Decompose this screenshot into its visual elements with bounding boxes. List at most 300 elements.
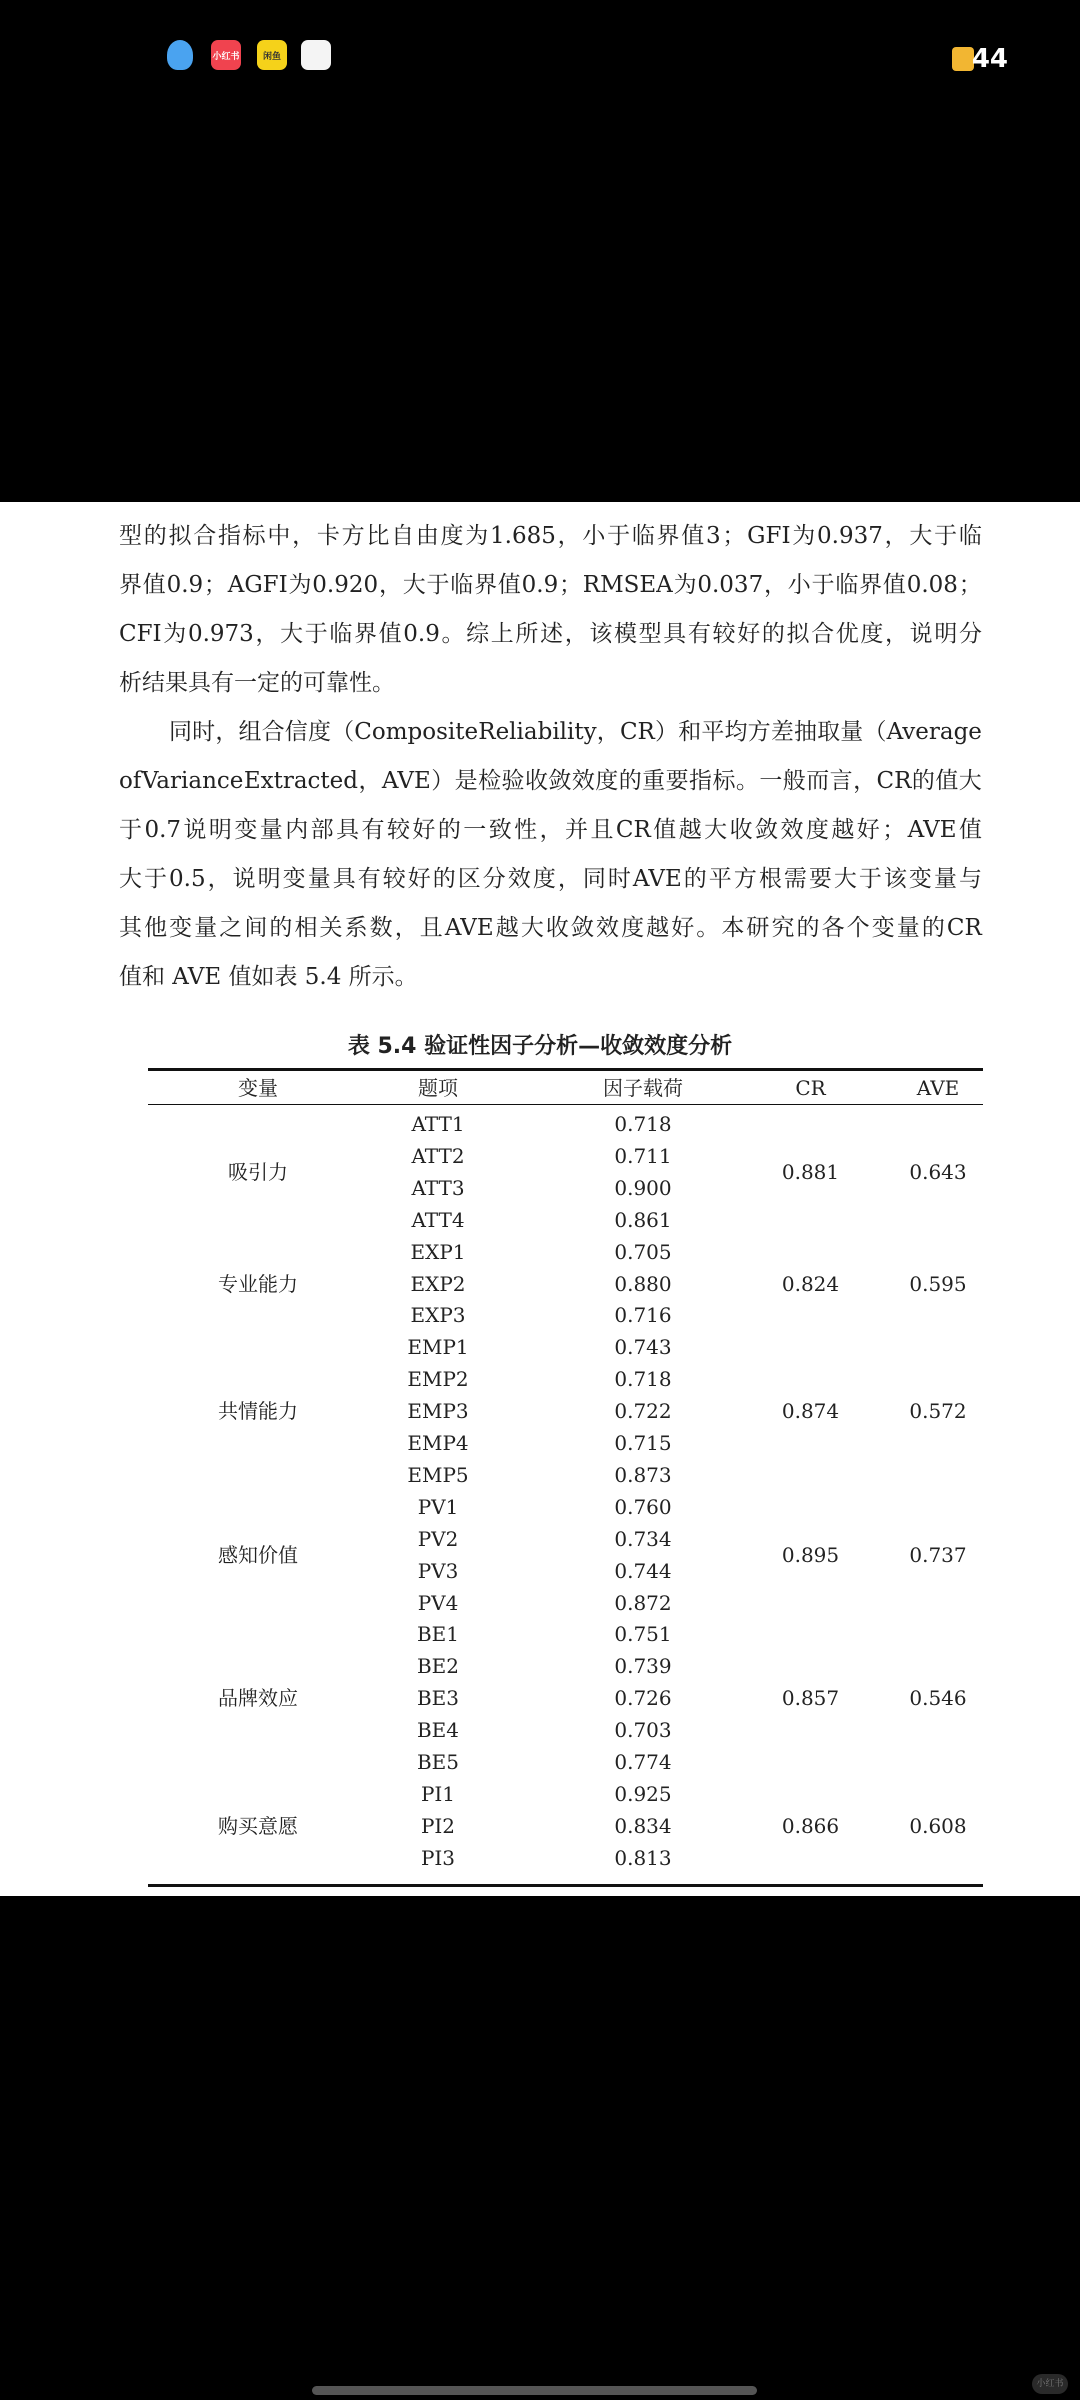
text-token: 为 bbox=[288, 572, 312, 598]
battery-indicator bbox=[952, 44, 1008, 74]
text-token: 敛 bbox=[755, 817, 778, 843]
paragraph-line bbox=[119, 757, 982, 806]
table-cell-loading: 0.726 bbox=[614, 1686, 672, 1711]
text-token: 上 bbox=[490, 621, 514, 647]
text-token: 同 bbox=[582, 866, 606, 892]
table-cell-loading: 0.716 bbox=[614, 1303, 672, 1328]
paragraph-fit-indices bbox=[119, 512, 982, 708]
text-token: 明 bbox=[257, 866, 281, 892]
paragraph-line bbox=[119, 708, 982, 757]
text-token: 值 bbox=[497, 572, 521, 598]
table-cell-ave: 0.737 bbox=[909, 1542, 967, 1567]
table-cell-variable: 购买意愿 bbox=[218, 1813, 298, 1838]
table-cell-item: PI3 bbox=[420, 1845, 456, 1870]
table-cell-cr: 0.874 bbox=[781, 1399, 840, 1424]
text-token: 。 bbox=[735, 768, 759, 794]
home-indicator[interactable] bbox=[312, 2386, 757, 2395]
text-token: 分 bbox=[958, 621, 982, 647]
text-token: 临 bbox=[958, 523, 982, 549]
text-token: 0.937 bbox=[817, 523, 883, 549]
text-token: 0.9 bbox=[403, 621, 440, 647]
text-token: 敛 bbox=[548, 768, 572, 794]
text-token: 中 bbox=[267, 523, 291, 549]
text-token: 时 bbox=[192, 719, 216, 745]
text-token: ， bbox=[207, 866, 231, 892]
table-cell-variable: 吸引力 bbox=[228, 1159, 288, 1184]
text-token: ； bbox=[203, 572, 227, 598]
text-token: 小 bbox=[582, 523, 606, 549]
text-token: 度 bbox=[860, 621, 884, 647]
text-token: 综 bbox=[466, 621, 490, 647]
table-cell-loading: 0.744 bbox=[614, 1558, 672, 1583]
text-token: （ bbox=[863, 719, 887, 745]
text-token: 越 bbox=[646, 915, 670, 941]
text-token: 度 bbox=[621, 915, 645, 941]
table-cell-loading: 0.711 bbox=[614, 1143, 672, 1168]
text-token: 平 bbox=[708, 866, 732, 892]
text-token: （ bbox=[331, 719, 355, 745]
text-token: 是 bbox=[454, 768, 478, 794]
text-token: 拟 bbox=[168, 523, 192, 549]
text-token: 0.9 bbox=[166, 572, 204, 598]
text-token: 般 bbox=[782, 768, 806, 794]
text-token: 的 bbox=[437, 817, 461, 843]
text-token: 变 bbox=[908, 866, 932, 892]
text-token: 大 bbox=[280, 621, 304, 647]
text-token: 验 bbox=[501, 768, 525, 794]
text-token: AVE bbox=[632, 866, 682, 892]
text-token: 大 bbox=[833, 866, 857, 892]
text-token: 具 bbox=[336, 817, 360, 843]
text-token: 明 bbox=[208, 817, 232, 843]
text-token: 本 bbox=[721, 915, 745, 941]
table-cell-item: ATT2 bbox=[411, 1143, 465, 1168]
text-token: 型 bbox=[638, 621, 662, 647]
text-token: 于 bbox=[934, 523, 958, 549]
table-cell-item: BE4 bbox=[416, 1718, 460, 1743]
table-cell-loading: 0.900 bbox=[614, 1175, 672, 1200]
paragraph-line bbox=[119, 561, 982, 610]
text-token: 拟 bbox=[786, 621, 810, 647]
text-token: 好 bbox=[407, 866, 431, 892]
text-token: 量 bbox=[194, 915, 218, 941]
text-token: 说 bbox=[909, 621, 933, 647]
text-token: 于 bbox=[811, 572, 835, 598]
text-token: 效 bbox=[507, 866, 531, 892]
text-token: 检 bbox=[478, 768, 502, 794]
text-token: 0.973 bbox=[187, 621, 254, 647]
text-token: 大 bbox=[704, 817, 728, 843]
text-token: 临 bbox=[835, 572, 859, 598]
text-token: 于 bbox=[304, 621, 328, 647]
table-cell-item: BE3 bbox=[416, 1686, 460, 1711]
text-token: ， bbox=[853, 768, 877, 794]
text-token: 值 bbox=[958, 817, 982, 843]
text-token: ， bbox=[557, 866, 581, 892]
text-token: ， bbox=[564, 621, 588, 647]
text-token: 效 bbox=[571, 768, 595, 794]
text-token: 比 bbox=[366, 523, 390, 549]
text-token: 界 bbox=[474, 572, 498, 598]
text-token: Average bbox=[886, 719, 982, 745]
text-token: 越 bbox=[495, 915, 519, 941]
text-token: 重 bbox=[642, 768, 666, 794]
text-token: 的 bbox=[618, 768, 642, 794]
text-token: 所 bbox=[515, 621, 539, 647]
text-token: 于 bbox=[426, 572, 450, 598]
text-token: 性 bbox=[514, 817, 538, 843]
text-token: 于 bbox=[119, 817, 142, 843]
table-cell-item: EXP1 bbox=[410, 1239, 466, 1264]
paragraph-line bbox=[119, 610, 982, 659]
table-cell-loading: 0.705 bbox=[614, 1239, 672, 1264]
text-token: 有 bbox=[361, 817, 385, 843]
text-token: AVE bbox=[381, 768, 431, 794]
text-token: ， bbox=[764, 572, 787, 598]
qq-icon bbox=[167, 40, 193, 70]
text-token: 取 bbox=[817, 719, 841, 745]
text-token: 为 bbox=[163, 621, 187, 647]
paragraph-line bbox=[119, 904, 982, 953]
table-cell-loading: 0.718 bbox=[614, 1367, 672, 1392]
text-token: 好 bbox=[412, 817, 436, 843]
table-cell-ave: 0.643 bbox=[909, 1159, 967, 1184]
text-token: 0.5 bbox=[169, 866, 206, 892]
table-cell-item: ATT1 bbox=[411, 1112, 465, 1136]
text-token: 的 bbox=[921, 915, 945, 941]
text-token: 变 bbox=[282, 866, 306, 892]
text-token: 0.08 bbox=[906, 572, 958, 598]
text-token: 信 bbox=[284, 719, 308, 745]
table-cell-loading: 0.813 bbox=[614, 1845, 672, 1870]
text-token: 抽 bbox=[793, 719, 817, 745]
text-token: 要 bbox=[665, 768, 689, 794]
text-token: 合 bbox=[261, 719, 285, 745]
text-token: 一 bbox=[463, 817, 487, 843]
paragraph-line bbox=[119, 806, 982, 855]
table-header-cell: 因子载荷 bbox=[603, 1076, 683, 1100]
battery-level: 44 bbox=[971, 44, 1008, 74]
text-token: 界 bbox=[656, 523, 680, 549]
text-token: 标 bbox=[712, 768, 736, 794]
text-token: 度 bbox=[532, 866, 556, 892]
text-token: 方 bbox=[747, 719, 771, 745]
text-token: AGFI bbox=[227, 572, 288, 598]
text-token: 界 bbox=[859, 572, 883, 598]
table-cell-loading: 0.718 bbox=[614, 1112, 672, 1136]
text-token: 好 bbox=[737, 621, 761, 647]
text-token: 标 bbox=[242, 523, 266, 549]
text-token: 量 bbox=[933, 866, 957, 892]
table-cell-ave: 0.608 bbox=[909, 1813, 967, 1838]
text-token: AVE bbox=[907, 817, 957, 843]
text-token: 合 bbox=[193, 523, 217, 549]
text-token: ， bbox=[255, 621, 279, 647]
text-token: 均 bbox=[724, 719, 748, 745]
text-token: 同 bbox=[169, 719, 192, 745]
table-cell-loading: 0.861 bbox=[614, 1207, 672, 1232]
paragraph-convergent-validity bbox=[119, 708, 982, 1002]
table-cell-item: PV3 bbox=[417, 1558, 459, 1583]
text-token: Composite bbox=[354, 719, 479, 745]
text-token: 区 bbox=[457, 866, 481, 892]
text-token: 变 bbox=[234, 817, 258, 843]
text-token: 具 bbox=[663, 621, 687, 647]
text-token: ， bbox=[378, 572, 402, 598]
text-token: 较 bbox=[386, 817, 410, 843]
text-token: CR bbox=[876, 768, 912, 794]
status-bar bbox=[0, 0, 1080, 120]
text-token: 究 bbox=[771, 915, 795, 941]
text-token: 具 bbox=[332, 866, 356, 892]
table-cell-variable: 感知价值 bbox=[218, 1542, 298, 1567]
table-cell-item: PV1 bbox=[417, 1494, 459, 1519]
table-cell-loading: 0.715 bbox=[614, 1431, 672, 1455]
text-token: 模 bbox=[613, 621, 637, 647]
text-token: 值 bbox=[142, 572, 166, 598]
text-token: ， bbox=[557, 523, 581, 549]
text-token: 于 bbox=[144, 866, 168, 892]
table-cell-item: EXP2 bbox=[410, 1271, 466, 1296]
text-token: 3 bbox=[706, 523, 721, 549]
text-token: CR bbox=[619, 719, 655, 745]
table-caption: 表 5.4 验证性因子分析—收敛效度分析 bbox=[347, 1034, 733, 1059]
text-token: 时 bbox=[607, 866, 631, 892]
text-token: 0.920 bbox=[312, 572, 379, 598]
text-token: 量 bbox=[840, 719, 864, 745]
text-token: Extracted bbox=[243, 768, 359, 794]
text-token: 量 bbox=[307, 866, 331, 892]
text-token: ） bbox=[655, 719, 679, 745]
table-cell-loading: 0.751 bbox=[614, 1622, 672, 1647]
table-cell-loading: 0.925 bbox=[614, 1781, 672, 1806]
table-cell-loading: 0.722 bbox=[614, 1399, 672, 1424]
text-token: 言 bbox=[829, 768, 853, 794]
text-token: 且 bbox=[419, 915, 443, 941]
text-token: ， bbox=[884, 523, 908, 549]
paragraph-line bbox=[119, 512, 982, 561]
text-token: 收 bbox=[524, 768, 548, 794]
table-header-cell: 变量 bbox=[238, 1076, 278, 1100]
text-token: ， bbox=[292, 523, 316, 549]
text-token: 分 bbox=[482, 866, 506, 892]
watermark: 小红书 bbox=[1032, 2374, 1068, 2394]
text-token: 于 bbox=[607, 523, 631, 549]
table-cell-item: EMP2 bbox=[407, 1367, 469, 1392]
text-token: 有 bbox=[357, 866, 381, 892]
text-token: 关 bbox=[319, 915, 343, 941]
text-token: 大 bbox=[909, 523, 933, 549]
text-token: ， bbox=[596, 719, 620, 745]
table-cell-loading: 0.872 bbox=[614, 1590, 672, 1615]
text-token: 组 bbox=[238, 719, 262, 745]
text-token: 临 bbox=[450, 572, 474, 598]
xianyu-icon: 闲鱼 bbox=[257, 40, 287, 70]
text-token: 为 bbox=[465, 523, 489, 549]
table-cell-item: PV4 bbox=[417, 1590, 459, 1615]
text-token: 析结果具有一定的可靠性。 bbox=[119, 670, 395, 696]
text-token: 值和 AVE 值如表 5.4 所示。 bbox=[119, 964, 418, 990]
paragraph-line bbox=[119, 855, 982, 904]
table-cell-cr: 0.895 bbox=[781, 1542, 840, 1567]
table-cell-item: ATT3 bbox=[411, 1175, 465, 1200]
table-cell-item: PV2 bbox=[417, 1526, 459, 1551]
text-token: ， bbox=[358, 768, 382, 794]
table-cell-item: PI1 bbox=[420, 1781, 456, 1806]
text-token: 自 bbox=[391, 523, 415, 549]
browser-icon bbox=[301, 40, 331, 70]
text-token: 越 bbox=[678, 817, 702, 843]
text-token: 为 bbox=[792, 523, 816, 549]
text-token: 卡 bbox=[316, 523, 340, 549]
text-token: GFI bbox=[747, 523, 791, 549]
document-page[interactable] bbox=[0, 502, 1080, 1896]
text-token: 合 bbox=[811, 621, 835, 647]
text-token: 效 bbox=[780, 817, 804, 843]
text-token: 部 bbox=[310, 817, 334, 843]
text-token: 0.9 bbox=[521, 572, 559, 598]
text-token: RMSEA bbox=[582, 572, 673, 598]
table-cell-loading: 0.743 bbox=[614, 1335, 672, 1360]
text-token: CR bbox=[946, 915, 982, 941]
text-token: 个 bbox=[846, 915, 870, 941]
text-token: 差 bbox=[770, 719, 794, 745]
text-token: 而 bbox=[806, 768, 830, 794]
text-token: 的 bbox=[269, 915, 293, 941]
text-token: 有 bbox=[687, 621, 711, 647]
text-token: 界 bbox=[119, 572, 142, 598]
text-token: 各 bbox=[821, 915, 845, 941]
text-token: 由 bbox=[415, 523, 439, 549]
text-token: 优 bbox=[835, 621, 859, 647]
text-token: 好 bbox=[671, 915, 695, 941]
table-cell-loading: 0.774 bbox=[614, 1750, 672, 1774]
table-cell-item: BE1 bbox=[416, 1622, 460, 1647]
text-token: 于 bbox=[858, 866, 882, 892]
table-cell-item: EMP4 bbox=[407, 1431, 469, 1455]
text-token: 该 bbox=[883, 866, 907, 892]
text-token: 。 bbox=[696, 915, 720, 941]
table-top-rule bbox=[148, 1068, 983, 1071]
text-token: 敛 bbox=[570, 915, 594, 941]
text-token: 并 bbox=[565, 817, 589, 843]
table-cell-item: EMP3 bbox=[407, 1399, 469, 1424]
table-cell-variable: 共情能力 bbox=[218, 1399, 298, 1424]
table-cell-loading: 0.734 bbox=[614, 1526, 672, 1551]
text-token: 研 bbox=[746, 915, 770, 941]
table-cell-item: ATT4 bbox=[411, 1207, 465, 1232]
text-token: 0.7 bbox=[144, 817, 182, 843]
text-token: 需 bbox=[783, 866, 807, 892]
text-token: 小 bbox=[787, 572, 811, 598]
text-token: 好 bbox=[856, 817, 880, 843]
table-cell-ave: 0.546 bbox=[909, 1686, 967, 1711]
text-token: 他 bbox=[144, 915, 168, 941]
text-token: 系 bbox=[344, 915, 368, 941]
text-token: Variance bbox=[141, 768, 244, 794]
text-token: 说 bbox=[232, 866, 256, 892]
text-token: 度 bbox=[440, 523, 464, 549]
text-token: 较 bbox=[382, 866, 406, 892]
text-token: CFI bbox=[119, 621, 162, 647]
text-token: 和 bbox=[678, 719, 702, 745]
text-token: 量 bbox=[896, 915, 920, 941]
text-token: ； bbox=[558, 572, 582, 598]
table-cell-loading: 0.760 bbox=[614, 1494, 672, 1519]
text-token: 值 bbox=[378, 621, 402, 647]
text-token: 1.685 bbox=[490, 523, 556, 549]
text-token: 述 bbox=[540, 621, 564, 647]
text-token: 变 bbox=[871, 915, 895, 941]
text-token: 大 bbox=[119, 866, 142, 892]
text-token: 方 bbox=[341, 523, 365, 549]
table-cell-item: EMP1 bbox=[407, 1335, 469, 1360]
text-token: 内 bbox=[285, 817, 309, 843]
text-token: 度 bbox=[307, 719, 331, 745]
text-token: 大 bbox=[402, 572, 426, 598]
text-token: 明 bbox=[934, 621, 958, 647]
text-token: 临 bbox=[329, 621, 353, 647]
text-token: 较 bbox=[712, 621, 736, 647]
text-token: 指 bbox=[217, 523, 241, 549]
table-cell-cr: 0.857 bbox=[781, 1686, 840, 1711]
text-token: 变 bbox=[169, 915, 193, 941]
paragraph-line bbox=[119, 659, 982, 708]
table-cell-item: BE5 bbox=[416, 1750, 460, 1774]
table-cell-loading: 0.703 bbox=[614, 1718, 672, 1743]
text-token: 度 bbox=[805, 817, 829, 843]
text-token: 数 bbox=[369, 915, 393, 941]
text-token: 值 bbox=[882, 572, 906, 598]
text-token: 收 bbox=[729, 817, 753, 843]
text-token: ， bbox=[539, 817, 563, 843]
table-cell-variable: 专业能力 bbox=[218, 1271, 298, 1296]
text-token: ） bbox=[431, 768, 455, 794]
battery-icon bbox=[952, 47, 974, 71]
text-token: 效 bbox=[596, 915, 619, 941]
table-cell-loading: 0.880 bbox=[614, 1271, 672, 1296]
table-cell-cr: 0.881 bbox=[781, 1159, 840, 1184]
table-cell-ave: 0.572 bbox=[909, 1399, 967, 1424]
text-token: 且 bbox=[590, 817, 614, 843]
text-token: 界 bbox=[354, 621, 377, 647]
text-token: 值 bbox=[653, 817, 677, 843]
text-token: ； bbox=[958, 572, 982, 598]
text-token: 度 bbox=[595, 768, 619, 794]
text-token: 大 bbox=[520, 915, 544, 941]
table-header-cell: 题项 bbox=[418, 1076, 458, 1100]
text-token: of bbox=[119, 768, 142, 794]
text-token: 致 bbox=[488, 817, 512, 843]
paragraph-line bbox=[119, 953, 982, 1002]
table-cell-cr: 0.824 bbox=[781, 1271, 840, 1296]
table-cell-item: BE2 bbox=[416, 1654, 460, 1679]
text-token: 的 bbox=[432, 866, 456, 892]
text-token: 的 bbox=[683, 866, 707, 892]
text-token: ； bbox=[722, 523, 746, 549]
text-token: 。 bbox=[441, 621, 465, 647]
text-token: 0.037 bbox=[697, 572, 764, 598]
text-token: 说 bbox=[183, 817, 207, 843]
text-token: 要 bbox=[808, 866, 832, 892]
text-token: 之 bbox=[219, 915, 243, 941]
table-cell-item: PI2 bbox=[420, 1813, 456, 1838]
table-cell-loading: 0.873 bbox=[614, 1462, 672, 1487]
text-token: 该 bbox=[589, 621, 613, 647]
convergent-validity-table bbox=[148, 1072, 983, 1884]
text-token: 其 bbox=[119, 915, 142, 941]
table-cell-item: EMP5 bbox=[407, 1462, 469, 1487]
